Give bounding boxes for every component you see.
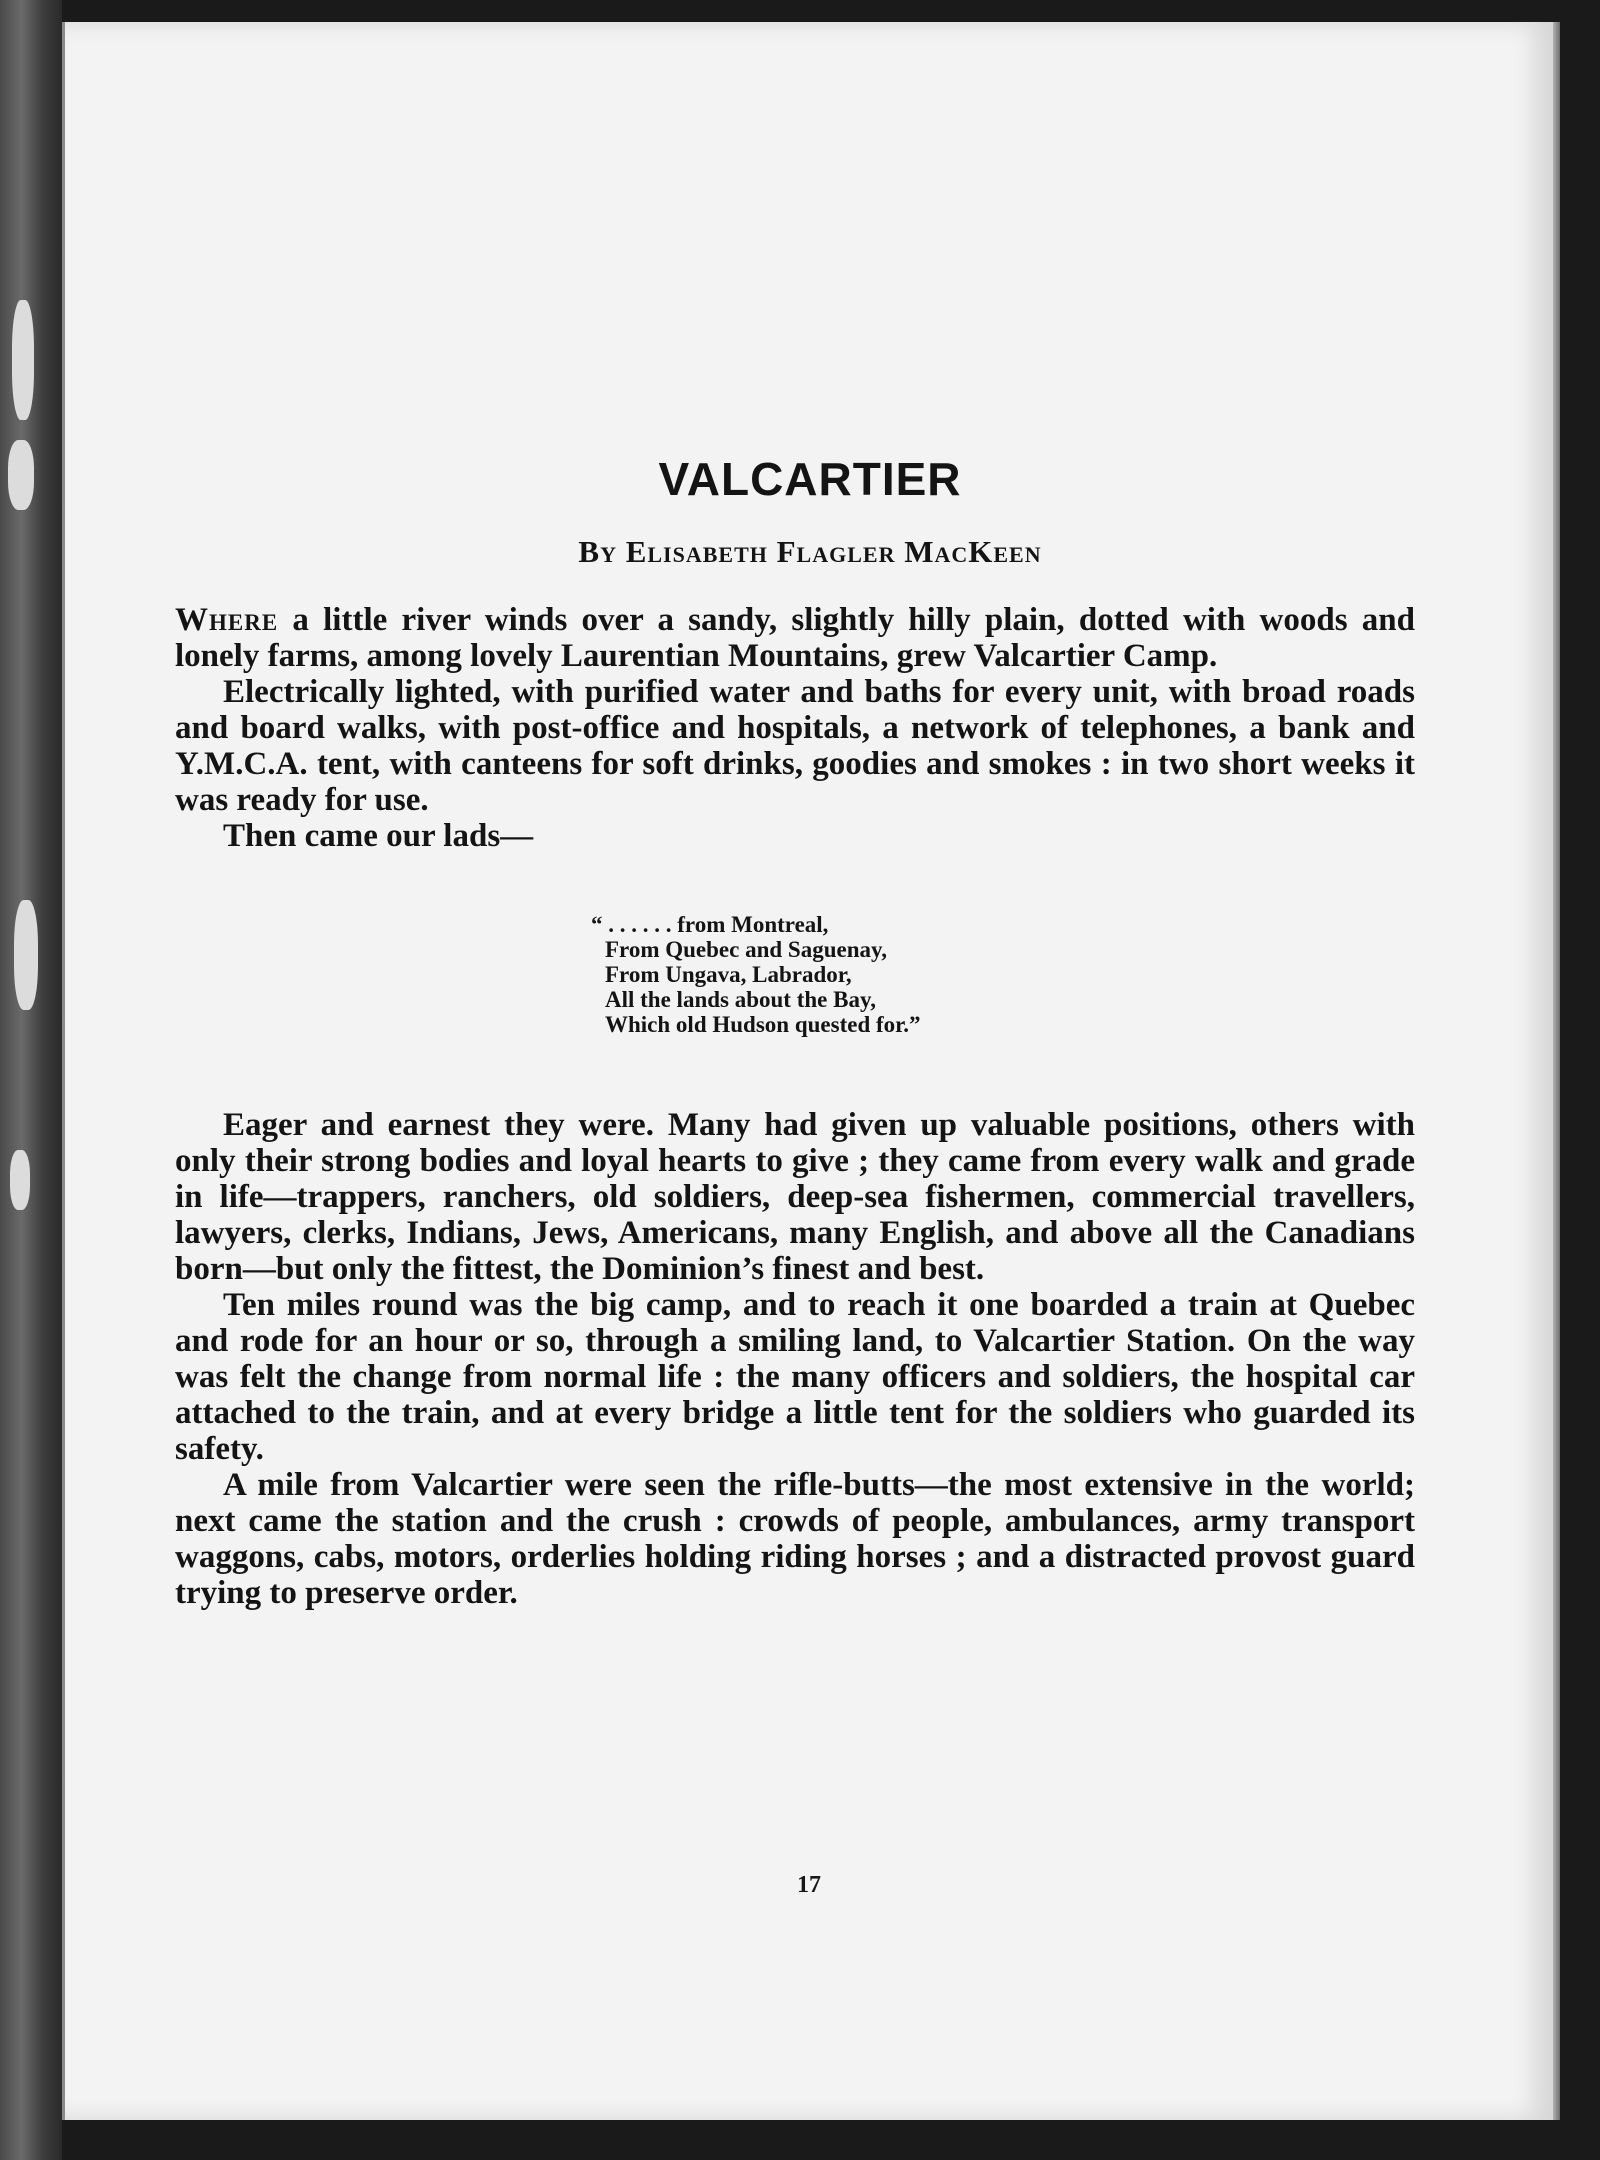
paragraph: [175, 602, 1415, 674]
lead-word: Where: [175, 602, 279, 638]
verse-line: Which old Hudson quested for.”: [605, 1012, 921, 1037]
verse-line: From Quebec and Saguenay,: [605, 937, 887, 962]
verse-line: All the lands about the Bay,: [605, 987, 876, 1012]
page-number: 17: [797, 1872, 821, 1898]
binding-mark: [8, 440, 34, 510]
article: [175, 452, 1415, 1611]
paragraph: A mile from Valcartier were seen the rifle-butts—the most extensive in the world; next came the station and the crush : crowds of people, ambulances, army transport waggons, cabs, motors, orderlies holding riding horses ; and a distracted provost guard trying to preserve order.: [175, 1467, 1415, 1611]
verse-quote: [591, 912, 1415, 1037]
paragraph: Eager and earnest they were. Many had given up valuable positions, others with only their strong bodies and loyal hearts to give ; they came from every walk and grade in life—trappers, ranchers, old soldiers, deep-sea fishermen, commercial travellers, lawyers, clerks, Indians, Jews, Americans, many English, and above all the Canadians born—but only the fittest, the Dominion’s finest and best.: [175, 1107, 1415, 1287]
verse-line: From Ungava, Labrador,: [605, 962, 852, 987]
book-binding: [0, 0, 62, 2160]
byline: By Elisabeth Flagler MacKeen: [578, 534, 1042, 569]
paragraph: Electrically lighted, with purified water and baths for every unit, with broad roads and board walks, with post-office and hospitals, a network of telephones, a bank and Y.M.C.A. tent, with canteens for soft drinks, goodies and smokes : in two short weeks it was ready for use.: [175, 674, 1415, 818]
paragraph-text: a little river winds over a sandy, slightly hilly plain, dotted with woods and lonely farms, among lovely Laurentian Mountains, grew Valcartier Camp.: [175, 602, 1415, 674]
article-title: VALCARTIER: [658, 453, 962, 505]
page: [62, 22, 1553, 2120]
paragraph: Ten miles round was the big camp, and to reach it one boarded a train at Quebec and rode for an hour or so, through a smiling land, to Valcartier Station. On the way was felt the change from normal life : the many officers and soldiers, the hospital car attached to the train, and at every bridge a little tent for the soldiers who guarded its safety.: [175, 1287, 1415, 1467]
binding-mark: [10, 1150, 30, 1210]
verse-line: “ . . . . . . from Montreal,: [591, 912, 829, 937]
paragraph: Then came our lads—: [223, 818, 534, 854]
binding-mark: [12, 300, 34, 420]
binding-mark: [14, 900, 38, 1010]
